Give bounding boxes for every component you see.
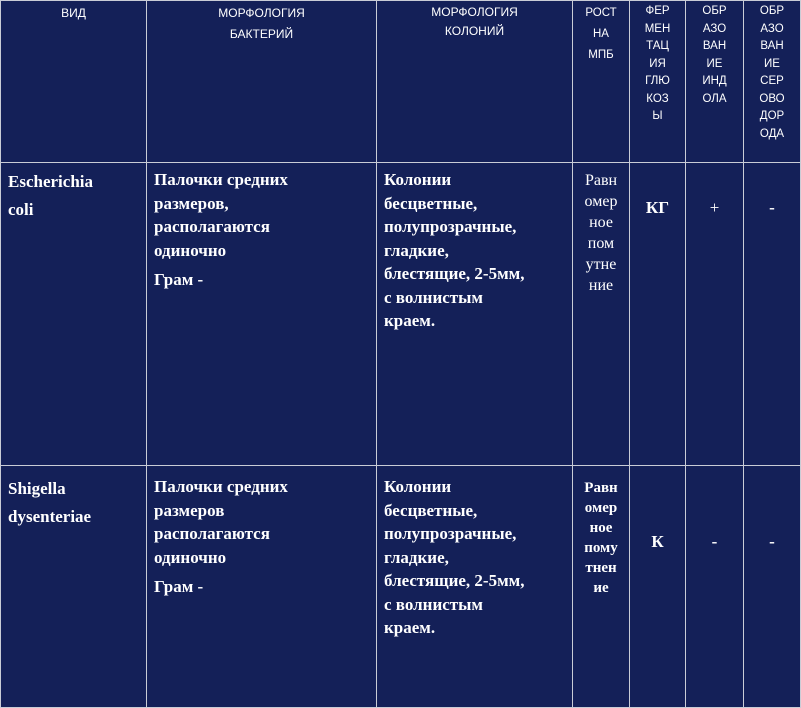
header-indole-formation: ОБР АЗО ВАН ИЕ ИНД ОЛА <box>686 1 744 163</box>
h2s-formation-cell: - <box>744 163 801 466</box>
header-glucose-fermentation: ФЕР МЕН ТАЦ ИЯ ГЛЮ КОЗ Ы <box>630 1 686 163</box>
header-growth-mpb: РОСТ НА МПБ <box>573 1 630 163</box>
gram-stain: Грам - <box>154 577 204 596</box>
species-cell: Shigella dysenteriae <box>1 466 147 708</box>
indole-formation-cell: - <box>686 466 744 708</box>
h2s-formation-cell: - <box>744 466 801 708</box>
growth-mpb-cell: Равн омер ное пом утне ние <box>573 163 630 466</box>
glucose-fermentation-cell: КГ <box>630 163 686 466</box>
glucose-fermentation-cell: К <box>630 466 686 708</box>
table-row <box>1 163 801 466</box>
header-species: ВИД <box>1 1 147 163</box>
header-bacteria-morphology: МОРФОЛОГИЯ БАКТЕРИЙ <box>147 1 377 163</box>
bacteria-morphology-cell: Палочки средних размеров, располагаются одиночно Грам - <box>147 163 377 466</box>
table-row <box>1 466 801 708</box>
indole-formation-cell: + <box>686 163 744 466</box>
bacteria-morphology-cell: Палочки средних размеров располагаются одиночно Грам - <box>147 466 377 708</box>
header-row <box>1 1 801 163</box>
header-colony-morphology: МОРФОЛОГИЯ КОЛОНИЙ <box>377 1 573 163</box>
header-h2s-formation: ОБР АЗО ВАН ИЕ СЕР ОВО ДОР ОДА <box>744 1 801 163</box>
colony-morphology-cell: Колонии бесцветные, полупрозрачные, гладкие, блестящие, 2-5мм, с волнистым краем. <box>377 163 573 466</box>
species-cell: Escherichia coli <box>1 163 147 466</box>
growth-mpb-cell: Равн омер ное пому тнен ие <box>573 466 630 708</box>
colony-morphology-cell: Колонии бесцветные, полупрозрачные, гладкие, блестящие, 2-5мм, с волнистым краем. <box>377 466 573 708</box>
gram-stain: Грам - <box>154 270 204 289</box>
